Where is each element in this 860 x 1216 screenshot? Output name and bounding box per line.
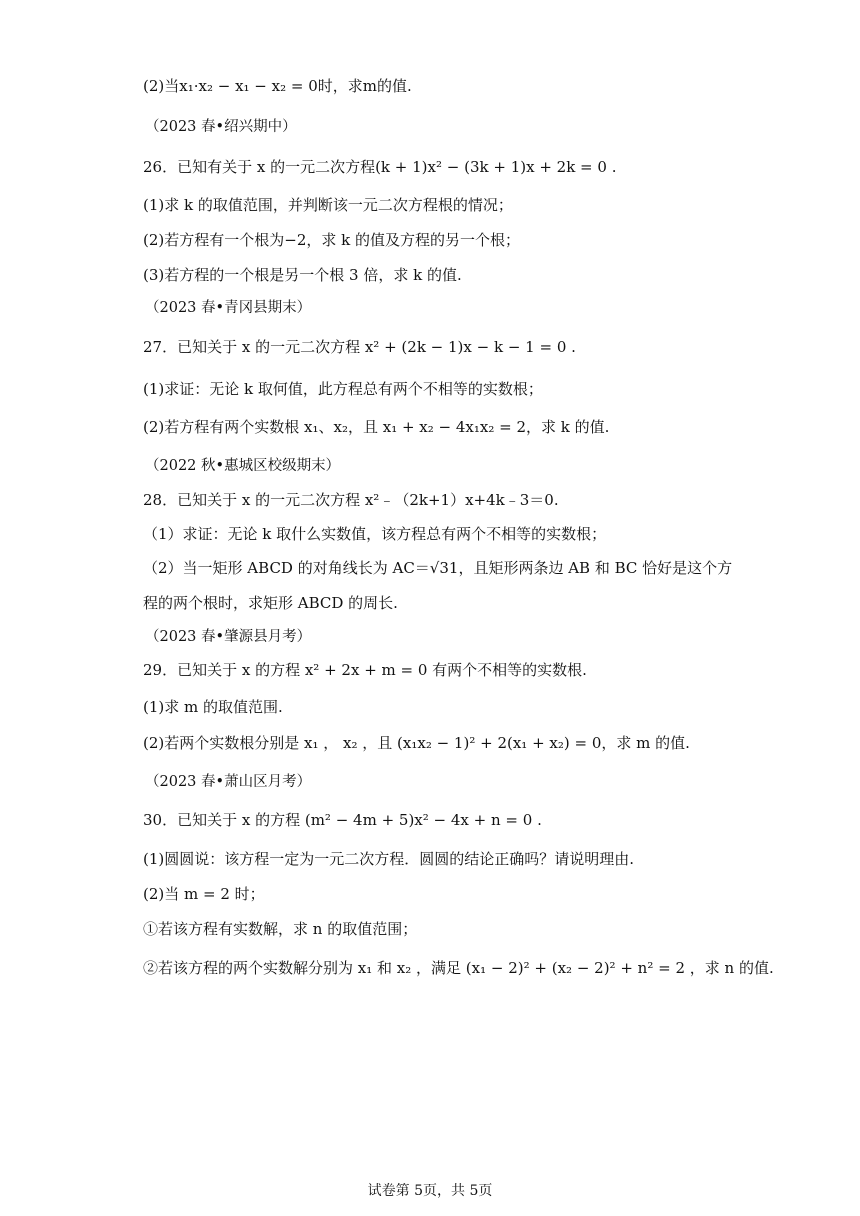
question-26-part-1: (1)求 k 的取值范围，并判断该一元二次方程根的情况； bbox=[143, 196, 513, 214]
question-30-stem: 30．已知关于 x 的方程 (m² − 4m + 5)x² − 4x + n = 0 . bbox=[143, 811, 542, 829]
question-26-part-3: (3)若方程的一个根是另一个根 3 倍，求 k 的值. bbox=[143, 266, 462, 284]
question-30-part-2-sub-1: ①若该方程有实数解，求 n 的取值范围； bbox=[143, 920, 418, 938]
question-29-part-2: (2)若两个实数根分别是 x₁ ， x₂ ，且 (x₁x₂ − 1)² + 2(x₁ + x₂) = 0，求 m 的值. bbox=[143, 734, 690, 752]
question-28-part-2-cont: 程的两个根时，求矩形 ABCD 的周长. bbox=[143, 594, 398, 612]
question-28-part-1: （1）求证：无论 k 取什么实数值，该方程总有两个不相等的实数根； bbox=[143, 525, 607, 543]
question-30-part-1: (1)圆圆说：该方程一定为一元二次方程．圆圆的结论正确吗？请说明理由. bbox=[143, 850, 635, 868]
question-27-part-1: (1)求证：无论 k 取何值，此方程总有两个不相等的实数根； bbox=[143, 380, 543, 398]
source-note: （2023 春•绍兴期中） bbox=[145, 119, 297, 135]
question-29-stem: 29．已知关于 x 的方程 x² + 2x + m = 0 有两个不相等的实数根. bbox=[143, 661, 587, 679]
page-footer: 试卷第 5页，共 5页 bbox=[367, 1183, 493, 1199]
question-29-part-1: (1)求 m 的取值范围. bbox=[143, 698, 283, 716]
question-25-part-2: (2)当x₁·x₂ − x₁ − x₂ = 0时，求m的值. bbox=[143, 77, 412, 95]
question-27-part-2: (2)若方程有两个实数根 x₁、x₂，且 x₁ + x₂ − 4x₁x₂ = 2，求 k 的值. bbox=[143, 418, 610, 436]
source-note: （2023 春•青冈县期末） bbox=[145, 300, 312, 316]
question-26-part-2: (2)若方程有一个根为−2，求 k 的值及方程的另一个根； bbox=[143, 231, 520, 249]
source-note: （2023 春•萧山区月考） bbox=[145, 774, 312, 790]
question-30-part-2-sub-2: ②若该方程的两个实数解分别为 x₁ 和 x₂ ，满足 (x₁ − 2)² + (x₂ − 2)² + n² = 2 ，求 n 的值. bbox=[143, 959, 774, 977]
question-28-part-2: （2）当一矩形 ABCD 的对角线长为 AC＝√31，且矩形两条边 AB 和 BC 恰好是这个方 bbox=[143, 559, 733, 577]
source-note: （2022 秋•惠城区校级期末） bbox=[145, 458, 341, 474]
question-27-stem: 27．已知关于 x 的一元二次方程 x² + (2k − 1)x − k − 1 = 0 . bbox=[143, 338, 576, 356]
question-26-stem: 26．已知有关于 x 的一元二次方程(k + 1)x² − (3k + 1)x + 2k = 0 . bbox=[143, 158, 617, 176]
question-28-stem: 28．已知关于 x 的一元二次方程 x²﹣（2k+1）x+4k﹣3＝0. bbox=[143, 491, 559, 509]
question-30-part-2: (2)当 m = 2 时； bbox=[143, 885, 265, 903]
source-note: （2023 春•肇源县月考） bbox=[145, 629, 312, 645]
